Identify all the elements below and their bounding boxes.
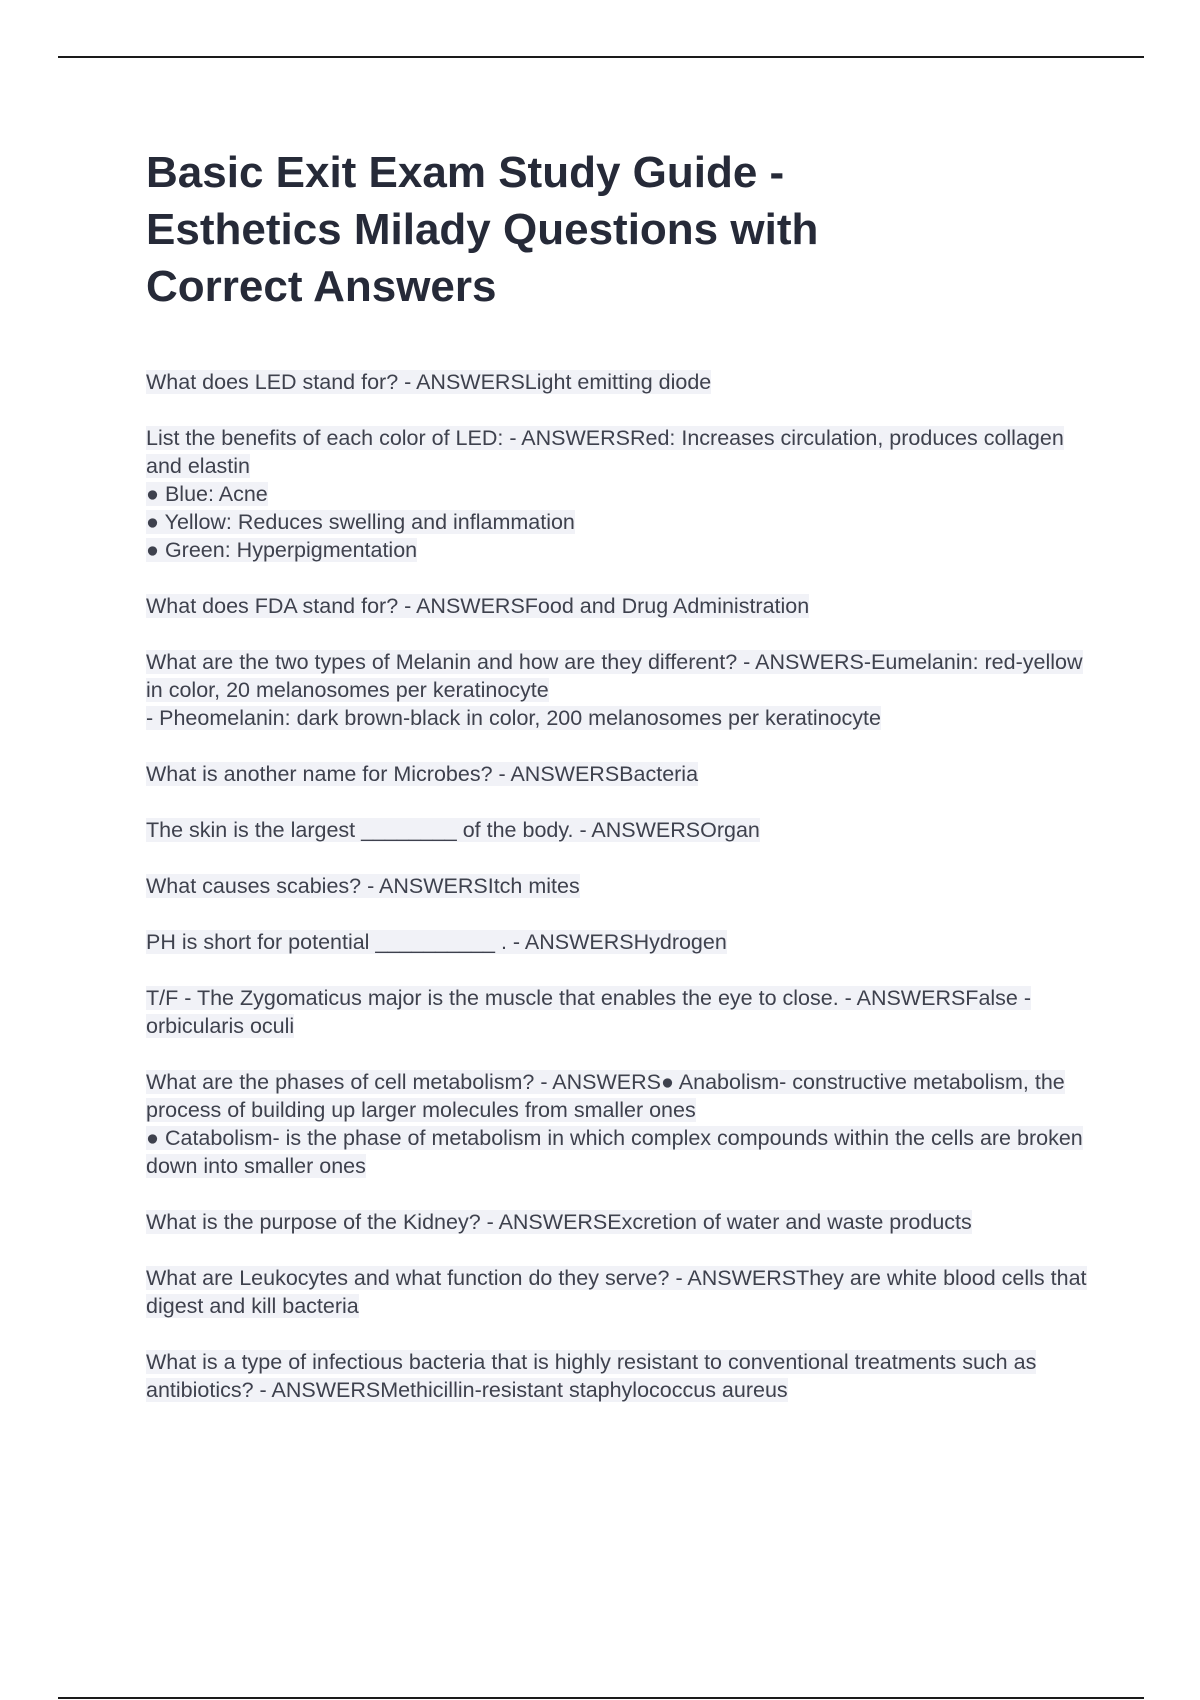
qa-bullet: ● Catabolism- is the phase of metabolism in which complex compounds within the cells are broken down into smaller ones (146, 1126, 1083, 1178)
document-body (146, 144, 1091, 1432)
top-rule (58, 56, 1144, 58)
qa-text: - Pheomelanin: dark brown-black in color, 200 melanosomes per keratinocyte (146, 706, 881, 730)
qa-item-leukocytes (146, 1264, 1091, 1320)
qa-item-kidney (146, 1208, 1091, 1236)
qa-text: What are the phases of cell metabolism? - ANSWERS● Anabolism- constructive metabolism, the process of building up larger molecules from smaller ones (146, 1070, 1065, 1122)
qa-text: PH is short for potential __________ . - ANSWERSHydrogen (146, 930, 727, 954)
qa-text: The skin is the largest ________ of the body. - ANSWERSOrgan (146, 818, 760, 842)
qa-item-fda (146, 592, 1091, 620)
qa-text: What are the two types of Melanin and how are they different? - ANSWERS-Eumelanin: red-yellow in color, 20 melanosomes per keratinocyte (146, 650, 1083, 702)
qa-item-skin-organ (146, 816, 1091, 844)
qa-text: What are Leukocytes and what function do they serve? - ANSWERSThey are white blood cells that digest and kill bacteria (146, 1266, 1087, 1318)
qa-text: What does LED stand for? - ANSWERSLight emitting diode (146, 370, 712, 394)
qa-text: List the benefits of each color of LED: - ANSWERSRed: Increases circulation, produces collagen and elastin (146, 426, 1064, 478)
qa-list (146, 368, 1091, 1404)
qa-item-led (146, 368, 1091, 396)
qa-text: T/F - The Zygomaticus major is the muscle that enables the eye to close. - ANSWERSFalse - orbicularis oculi (146, 986, 1032, 1038)
qa-item-led-colors (146, 424, 1091, 564)
qa-item-metabolism (146, 1068, 1091, 1180)
qa-item-microbes (146, 760, 1091, 788)
qa-item-mrsa (146, 1348, 1091, 1404)
qa-bullet: ● Yellow: Reduces swelling and inflammation (146, 510, 575, 534)
qa-text: What is the purpose of the Kidney? - ANSWERSExcretion of water and waste products (146, 1210, 972, 1234)
qa-text: What is a type of infectious bacteria that is highly resistant to conventional treatments such as antibiotics? - ANSWERSMethicillin-resistant staphylococcus aureus (146, 1350, 1037, 1402)
qa-bullet: ● Blue: Acne (146, 482, 268, 506)
qa-bullet: ● Green: Hyperpigmentation (146, 538, 418, 562)
qa-text: What is another name for Microbes? - ANSWERSBacteria (146, 762, 699, 786)
qa-item-zygomaticus (146, 984, 1091, 1040)
qa-item-ph (146, 928, 1091, 956)
qa-text: What does FDA stand for? - ANSWERSFood and Drug Administration (146, 594, 810, 618)
bottom-rule (58, 1697, 1144, 1699)
qa-text: What causes scabies? - ANSWERSItch mites (146, 874, 580, 898)
qa-item-melanin (146, 648, 1091, 732)
page-title: Basic Exit Exam Study Guide - Esthetics Milady Questions with Correct Answers (146, 148, 819, 311)
qa-item-scabies (146, 872, 1091, 900)
